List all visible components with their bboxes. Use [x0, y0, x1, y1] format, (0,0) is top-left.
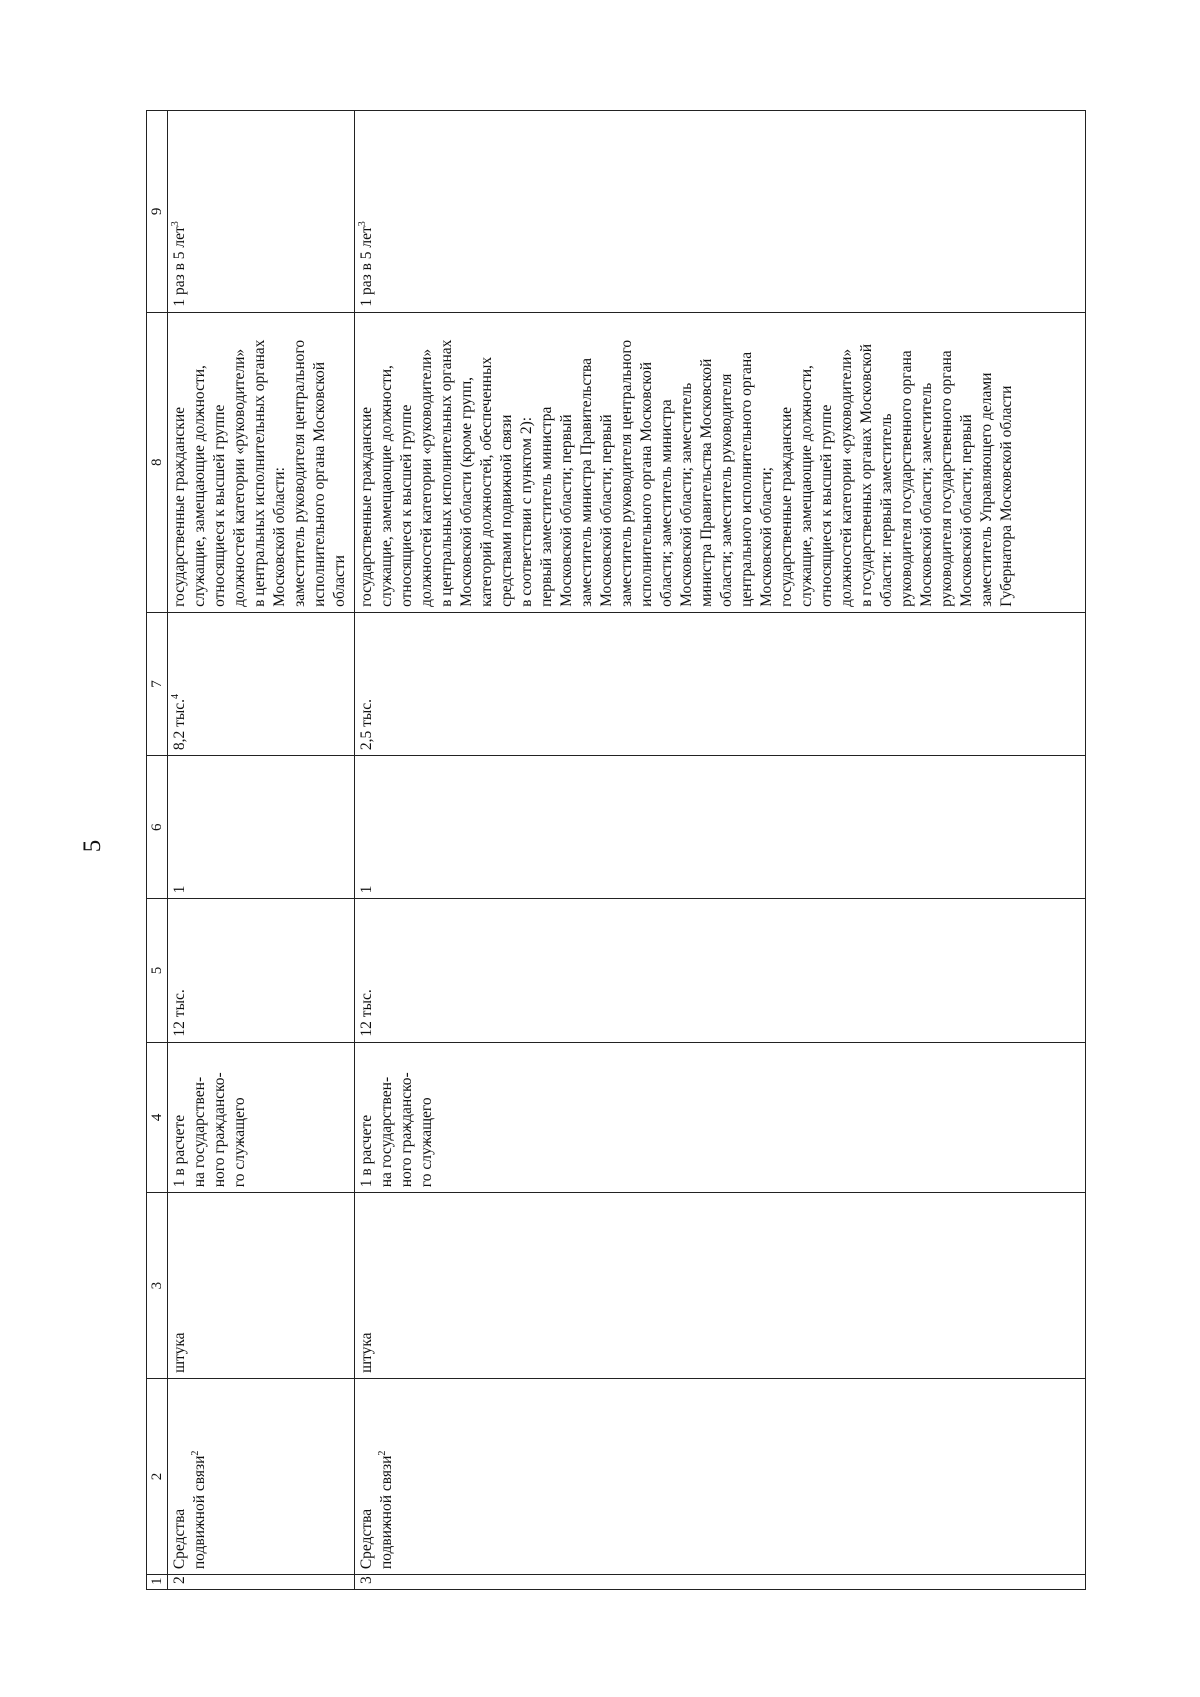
employee-categories: государственные гражданские служащие, замещающие должности, относящиеся к высшей группе должностей категории «руководители» в центральных исполнительных органах Московской области (кроме групп, категорий должностей, обеспеченных средствами подвижной связи в соответствии с пунктом 2): первый заместитель министра Московской области; первый заместитель министра Правительства Московской области; первый заместитель руководителя центрального исполнительного органа Московской области; заместитель министра Московской области; заместитель министра Правительства Московской области; заместитель руководителя центрального исполнительного органа Московской области; государственные гражданские служащие, замещающие должности, относящиеся к высшей группе должностей категории «руководители» в государственных органах Московской области: первый заместитель руководителя государственного органа Московской области; заместитель руководителя государственного органа Московской области; первый заместитель Управляющего делами Губернатора Московской области	[355, 312, 1086, 612]
norm-basis: 1 в расчете на государствен- ного гражданско- го служащего	[168, 1042, 355, 1193]
replacement-period: 1 раз в 5 лет$^3$	[168, 111, 355, 313]
table-row	[355, 111, 1086, 1590]
quantity: 1	[168, 756, 355, 899]
monthly-limit: 2,5 тыс.	[355, 612, 1086, 755]
rotated-table-wrapper	[146, 110, 1146, 1590]
row-number: 2	[168, 1575, 355, 1590]
column-header: 5	[147, 899, 168, 1042]
monthly-limit: 8,2 тыс.$^4$	[168, 612, 355, 755]
norms-table	[146, 110, 1086, 1590]
footnote-mark: 3	[356, 221, 368, 227]
price: 12 тыс.	[168, 899, 355, 1042]
price: 12 тыс.	[355, 899, 1086, 1042]
quantity: 1	[355, 756, 1086, 899]
column-header: 8	[147, 312, 168, 612]
table-row	[168, 111, 355, 1590]
unit: штука	[168, 1193, 355, 1379]
footnote-mark: 4	[169, 693, 181, 699]
column-header: 9	[147, 111, 168, 313]
column-header: 1	[147, 1575, 168, 1590]
column-header: 4	[147, 1042, 168, 1193]
page-number: 5	[79, 839, 106, 853]
column-header: 2	[147, 1378, 168, 1574]
item-name: Средства подвижной связи$^2$	[168, 1378, 355, 1574]
column-header: 7	[147, 612, 168, 755]
norm-basis: 1 в расчете на государствен- ного гражданско- го служащего	[355, 1042, 1086, 1193]
footnote-mark: 2	[376, 1450, 388, 1456]
replacement-period: 1 раз в 5 лет$^3$	[355, 111, 1086, 313]
unit: штука	[355, 1193, 1086, 1379]
footnote-mark: 3	[169, 221, 181, 227]
column-header: 3	[147, 1193, 168, 1379]
column-header: 6	[147, 756, 168, 899]
row-number: 3	[355, 1575, 1086, 1590]
employee-categories: государственные гражданские служащие, замещающие должности, относящиеся к высшей группе должностей категории «руководители» в центральных исполнительных органах Московской области: заместитель руководителя центрального исполнительного органа Московской области	[168, 312, 355, 612]
column-number-row	[147, 111, 168, 1590]
footnote-mark: 2	[189, 1450, 201, 1456]
item-name: Средства подвижной связи$^2$	[355, 1378, 1086, 1574]
